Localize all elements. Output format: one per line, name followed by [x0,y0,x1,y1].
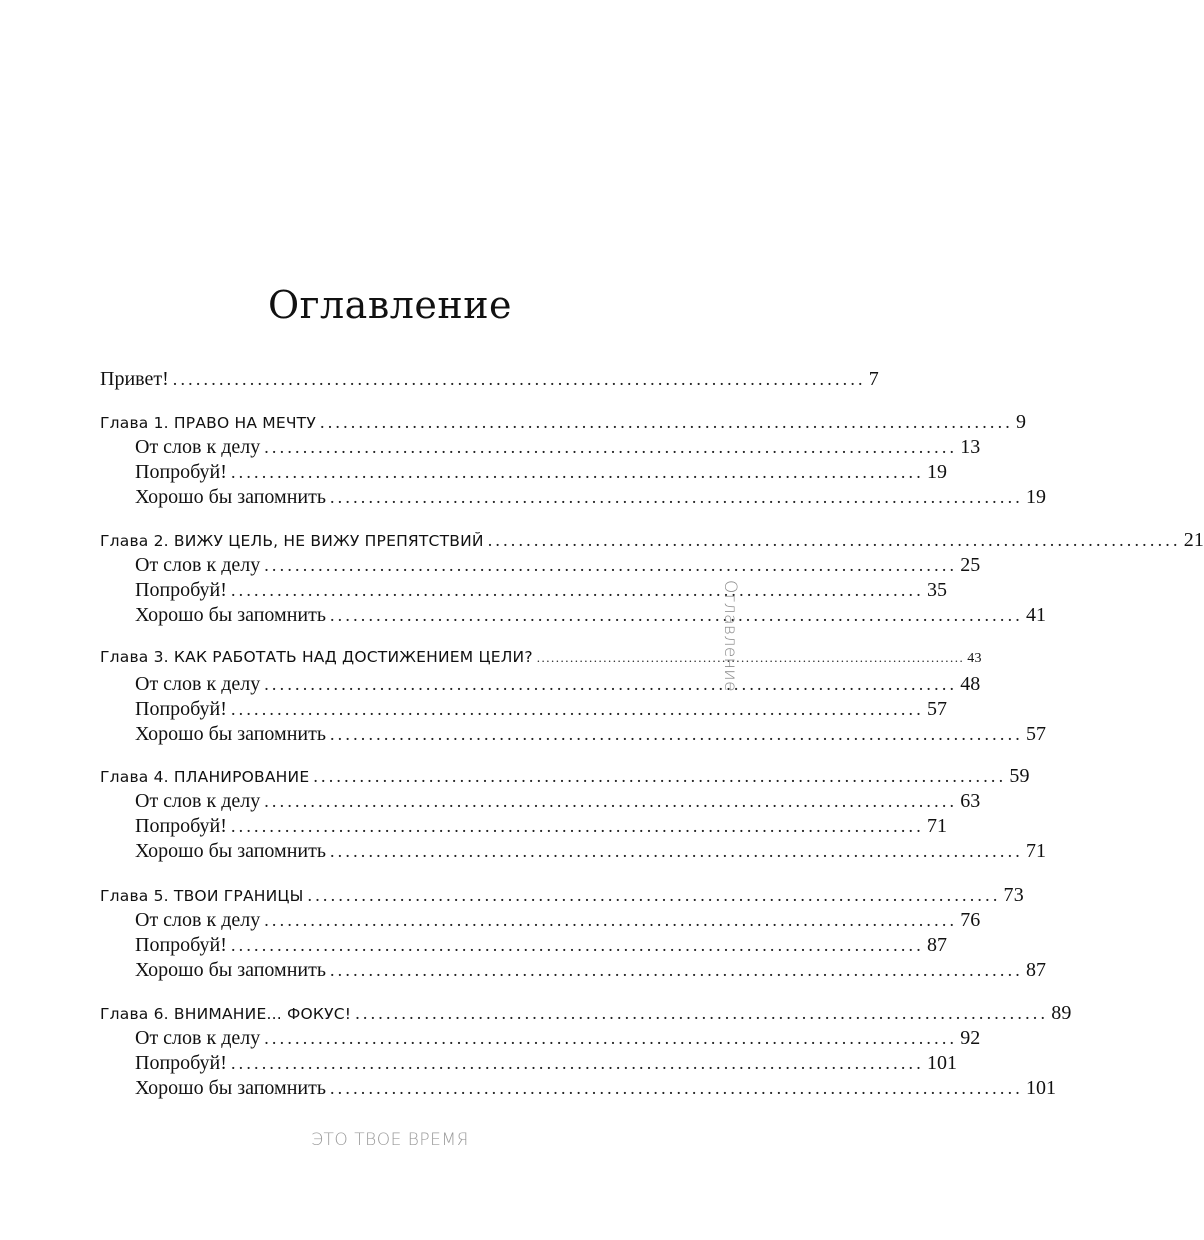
toc-subentry-page: 76 [960,909,981,931]
leader-dots: .......................................................................................... [329,724,1023,744]
page-title: Оглавление [267,283,513,327]
toc-subentry[interactable] [135,554,981,578]
toc-subentry[interactable] [135,698,947,722]
leader-dots: .......................................................................................... [264,674,958,694]
toc-subentry-page: 25 [960,554,981,576]
toc-chapter-page: 9 [1016,411,1027,433]
toc-chapter-5[interactable] [100,884,1024,908]
toc-subentry-page: 101 [1025,1077,1056,1099]
toc-subentry-page: 63 [960,790,981,812]
leader-dots: .......................................................................................... [230,699,924,719]
toc-subentry-page: 41 [1025,604,1046,626]
toc-subentry[interactable] [135,604,1046,628]
toc-subentry-page: 19 [1025,486,1046,508]
toc-chapter-3[interactable] [100,648,982,672]
leader-dots: .......................................................................................... [230,580,924,600]
toc-subentry-page: 57 [1025,723,1046,745]
leader-dots: .......................................................................................... [329,487,1023,507]
toc-subentry-label: От слов к делу [135,554,261,576]
page-footer: ЭТО ТВОЕ ВРЕМЯ [311,1130,469,1150]
leader-dots: .......................................................................................... [536,650,965,665]
toc-subentry[interactable] [135,840,1046,864]
leader-dots: .......................................................................................... [329,960,1023,980]
leader-dots: .......................................................................................... [320,412,1013,432]
toc-subentry-page: 92 [960,1027,981,1049]
leader-dots: .......................................................................................... [307,885,1001,905]
toc-subentry-page: 13 [960,436,981,458]
toc-subentry[interactable] [135,1027,981,1051]
toc-subentry-page: 87 [1025,959,1046,981]
toc-subentry[interactable] [135,673,981,697]
toc-subentry[interactable] [135,1052,957,1076]
toc-subentry[interactable] [135,461,947,485]
toc-chapter-6[interactable] [100,1002,1072,1026]
toc-subentry-label: Хорошо бы запомнить [135,604,326,626]
toc-subentry[interactable] [135,579,947,603]
toc-subentry-label: От слов к делу [135,1027,261,1049]
toc-chapter-label: Глава 2. ВИЖУ ЦЕЛЬ, НЕ ВИЖУ ПРЕПЯТСТВИЙ [100,532,484,550]
toc-chapter-4[interactable] [100,765,1030,789]
toc-subentry-label: Хорошо бы запомнить [135,840,326,862]
side-running-head: Оглавление [720,580,740,693]
toc-subentry-label: От слов к делу [135,909,261,931]
toc-subentry-label: Попробуй! [135,1052,227,1074]
toc-subentry-page: 19 [926,461,947,483]
toc-entry-label: Привет! [100,368,169,390]
toc-chapter-page: 43 [967,651,982,666]
toc-entry-intro[interactable] [100,368,879,392]
toc-chapter-1[interactable] [100,411,1027,435]
leader-dots: .......................................................................................... [329,605,1023,625]
toc-subentry-label: От слов к делу [135,673,261,695]
toc-chapter-page: 59 [1009,765,1030,787]
leader-dots: .......................................................................................... [264,555,958,575]
leader-dots: .......................................................................................... [172,369,866,389]
toc-subentry-label: Попробуй! [135,698,227,720]
toc-chapter-label: Глава 1. ПРАВО НА МЕЧТУ [100,414,316,432]
toc-subentry-label: Хорошо бы запомнить [135,723,326,745]
toc-subentry-page: 71 [926,815,947,837]
leader-dots: .......................................................................................... [230,462,924,482]
leader-dots: .......................................................................................... [313,766,1007,786]
toc-subentry-label: Попробуй! [135,579,227,601]
leader-dots: .......................................................................................... [329,841,1023,861]
toc-subentry-label: Хорошо бы запомнить [135,1077,326,1099]
toc-subentry-page: 101 [926,1052,957,1074]
leader-dots: .......................................................................................... [230,935,924,955]
leader-dots: .......................................................................................... [264,910,958,930]
toc-chapter-page: 21 [1183,529,1204,551]
toc-subentry[interactable] [135,723,1046,747]
toc-subentry-label: От слов к делу [135,790,261,812]
toc-subentry[interactable] [135,1077,1056,1101]
toc-subentry-page: 48 [960,673,981,695]
leader-dots: .......................................................................................... [329,1078,1023,1098]
toc-chapter-label: Глава 6. ВНИМАНИЕ... ФОКУС! [100,1005,352,1023]
toc-subentry-page: 87 [926,934,947,956]
toc-subentry[interactable] [135,959,1046,983]
leader-dots: .......................................................................................... [230,816,924,836]
toc-subentry-label: От слов к делу [135,436,261,458]
toc-subentry[interactable] [135,436,981,460]
toc-subentry[interactable] [135,934,947,958]
toc-chapter-page: 73 [1003,884,1024,906]
leader-dots: .......................................................................................... [230,1053,924,1073]
toc-subentry-page: 71 [1025,840,1046,862]
toc-subentry-label: Попробуй! [135,461,227,483]
toc-subentry-page: 57 [926,698,947,720]
toc-subentry[interactable] [135,790,981,814]
leader-dots: .......................................................................................... [264,437,958,457]
toc-subentry[interactable] [135,486,1046,510]
toc-entry-page: 7 [868,368,879,390]
leader-dots: .......................................................................................... [264,791,958,811]
toc-subentry-page: 35 [926,579,947,601]
toc-chapter-label: Глава 5. ТВОИ ГРАНИЦЫ [100,887,304,905]
toc-chapter-label: Глава 3. КАК РАБОТАТЬ НАД ДОСТИЖЕНИЕМ ЦЕЛИ? [100,648,533,666]
toc-chapter-page: 89 [1051,1002,1072,1024]
toc-subentry-label: Попробуй! [135,815,227,837]
leader-dots: .......................................................................................... [487,530,1181,550]
leader-dots: .......................................................................................... [355,1003,1049,1023]
toc-subentry-label: Хорошо бы запомнить [135,959,326,981]
toc-subentry[interactable] [135,815,947,839]
toc-subentry-label: Хорошо бы запомнить [135,486,326,508]
leader-dots: .......................................................................................... [264,1028,958,1048]
toc-subentry[interactable] [135,909,981,933]
toc-chapter-label: Глава 4. ПЛАНИРОВАНИЕ [100,768,310,786]
toc-subentry-label: Попробуй! [135,934,227,956]
toc-chapter-2[interactable] [100,529,1204,553]
